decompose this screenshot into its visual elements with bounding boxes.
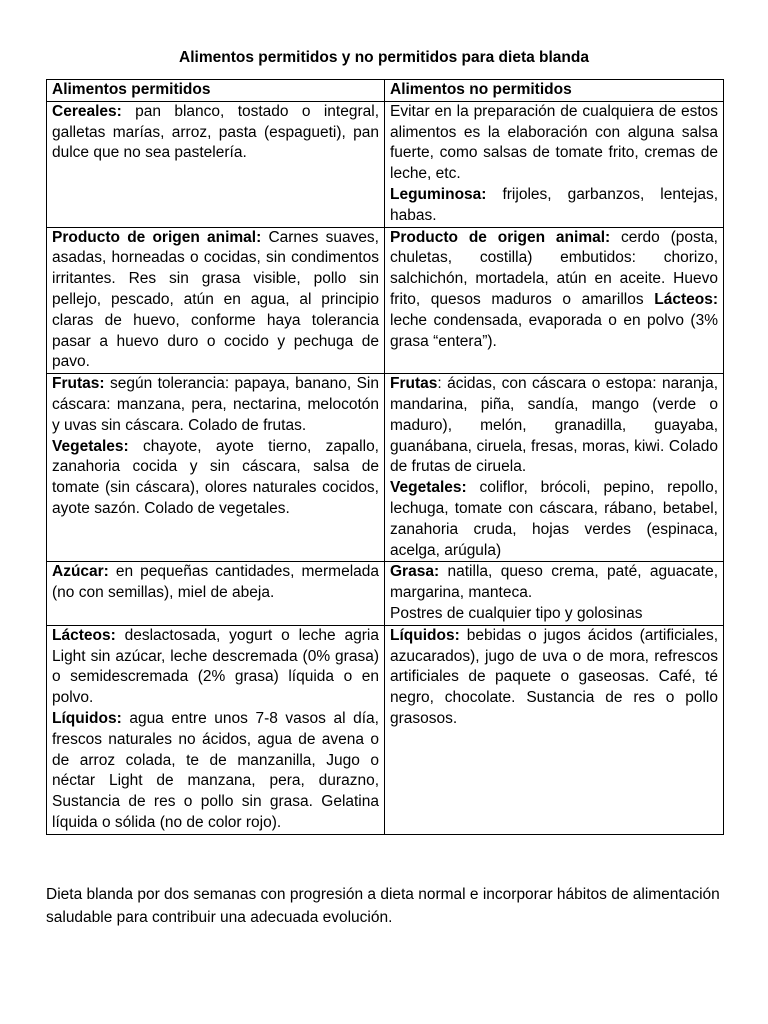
category-label: Vegetales: [390, 479, 467, 497]
table-row [47, 227, 724, 374]
table-row [47, 101, 724, 227]
cell-allowed [47, 227, 385, 374]
category-text: Postres de cualquier tipo y golosinas [390, 604, 643, 622]
category-label: Producto de origen animal: [390, 228, 611, 246]
table-row [47, 562, 724, 625]
category-text: chayote, ayote tierno, zapallo, zanahoria cocida y sin cáscara, salsa de tomate (sin cáscara), olores naturales cocidos, ayote sazón. Colado de vegetales. [52, 437, 379, 517]
category-text: frijoles, garbanzos, lentejas, habas. [390, 185, 718, 224]
category-label: Lácteos: [52, 626, 116, 644]
category-label: Leguminosa: [390, 185, 487, 203]
category-text: según tolerancia: papaya, banano, Sin cáscara: manzana, pera, nectarina, melocotón y uvas sin cáscara. Colado de frutas. [52, 375, 379, 434]
header-allowed: Alimentos permitidos [47, 80, 385, 102]
paragraph [390, 626, 718, 730]
paragraph [52, 437, 379, 520]
category-label: Lácteos: [654, 290, 718, 308]
footer-note: Dieta blanda por dos semanas con progresión a dieta normal e incorporar hábitos de alimentación saludable para contribuir una adecuada evolución. [46, 886, 720, 926]
paragraph [52, 374, 379, 436]
paragraph [390, 374, 718, 478]
header-not-allowed: Alimentos no permitidos [385, 80, 724, 102]
category-label: Vegetales: [52, 437, 129, 455]
category-text: Evitar en la preparación de cualquiera de estos alimentos es la elaboración con alguna salsa fuerte, como salsas de tomate frito, cremas de leche, etc. [390, 102, 718, 183]
cell-allowed [47, 625, 385, 834]
cell-not-allowed [385, 101, 724, 227]
cell-allowed [47, 562, 385, 625]
table-header-row [47, 80, 724, 102]
cell-not-allowed [385, 625, 724, 834]
category-text: agua entre unos 7-8 vasos al día, frescos naturales no ácidos, agua de avena o de arroz colada, te de manzanilla, Jugo o néctar Light de manzana, pera, durazno, Sustancia de res o pollo sin grasa. Gelatina líquida o sólida (no de color rojo). [52, 709, 379, 831]
category-text: natilla, queso crema, paté, aguacate, margarina, manteca. [390, 563, 718, 602]
paragraph [52, 709, 379, 834]
cell-allowed [47, 101, 385, 227]
category-text: leche condensada, evaporada o en polvo (3% grasa “entera”). [390, 311, 718, 350]
cell-not-allowed [385, 374, 724, 562]
category-label: Frutas: [52, 375, 105, 393]
paragraph [390, 604, 718, 625]
cell-allowed [47, 374, 385, 562]
category-label: Cereales: [52, 102, 122, 120]
category-text: : ácidas, con cáscara o estopa: naranja, mandarina, piña, sandía, mango (verde o maduro), melón, granadilla, guayaba, guanábana, ciruela, fresas, moras, kiwi. Colado de frutas de ciruela. [390, 375, 718, 476]
category-text: Carnes suaves, asadas, horneadas o cocidas, sin condimentos irritantes. Res sin grasa visible, pollo sin pellejo, pescado, atún en agua, al principio claras de huevo, conforme haya tolerancia pasar a huevo duro o cocido y pechuga de pavo. [52, 228, 379, 371]
category-label: Producto de origen animal: [52, 228, 262, 246]
paragraph [390, 102, 718, 185]
table-row [47, 625, 724, 834]
paragraph [390, 562, 718, 604]
paragraph [390, 185, 718, 227]
category-text: coliflor, brócoli, pepino, repollo, lechuga, tomate con cáscara, rábano, betabel, zanahoria cruda, hojas verdes (espinaca, acelga, arúgula) [390, 479, 718, 559]
cell-not-allowed [385, 227, 724, 374]
category-text: pan blanco, tostado o integral, galletas marías, arroz, pasta (espagueti), pan dulce que no sea pastelería. [52, 102, 379, 162]
category-text: deslactosada, yogurt o leche agria Light sin azúcar, leche descremada (0% grasa) o semidescremada (2% grasa) líquida o en polvo. [52, 626, 379, 707]
paragraph [52, 228, 379, 374]
document-title: Alimentos permitidos y no permitidos para dieta blanda [179, 49, 589, 66]
paragraph [390, 478, 718, 561]
category-label: Líquidos: [390, 626, 460, 644]
category-label: Líquidos: [52, 709, 122, 727]
diet-table [46, 79, 724, 835]
category-text: bebidas o jugos ácidos (artificiales, azucarados), jugo de uva o de mora, refrescos artificiales de paquete o gaseosas. Café, té negro, chocolate. Sustancia de res o pollo grasosos. [390, 626, 718, 727]
paragraph [52, 626, 379, 709]
paragraph [52, 102, 379, 164]
cell-not-allowed [385, 562, 724, 625]
paragraph [52, 562, 379, 604]
category-text: cerdo (posta, chuletas, costilla) embutidos: chorizo, salchichón, mortadela, atún en aceite. Huevo frito, quesos maduros o amarillos [390, 228, 718, 308]
category-label: Frutas [390, 375, 438, 393]
table-row [47, 374, 724, 562]
category-label: Grasa: [390, 563, 440, 581]
category-text: en pequeñas cantidades, mermelada (no con semillas), miel de abeja. [52, 563, 379, 602]
paragraph [390, 228, 718, 353]
category-label: Azúcar: [52, 563, 109, 581]
